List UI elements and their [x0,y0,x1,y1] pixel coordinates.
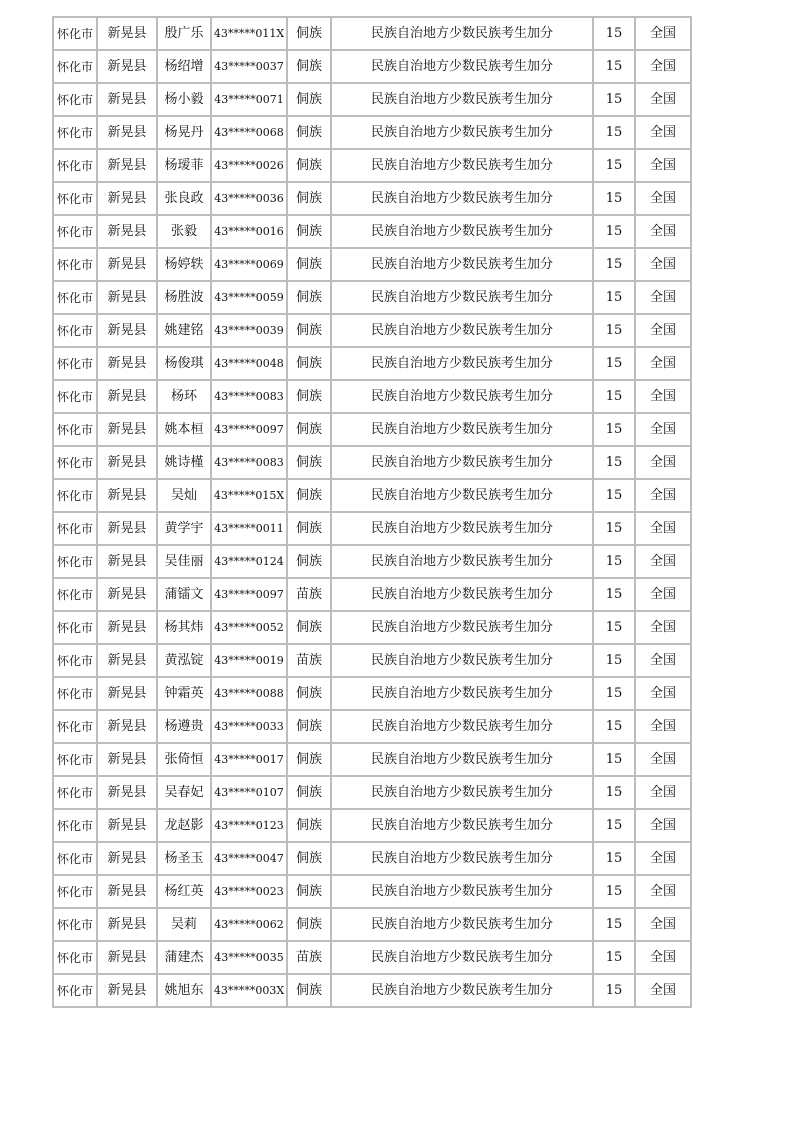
table-body [53,17,691,1007]
table-row [53,776,691,809]
city-cell: 怀化市 [53,182,97,215]
table-row [53,809,691,842]
city-cell: 怀化市 [53,578,97,611]
bonus-category-cell: 民族自治地方少数民族考生加分 [331,116,593,149]
ethnicity-cell: 侗族 [287,974,331,1007]
scope-cell: 全国 [635,809,691,842]
scope-cell: 全国 [635,413,691,446]
id-number-cell: 43*****0059 [211,281,287,314]
name-cell: 杨胜波 [157,281,211,314]
bonus-category-cell: 民族自治地方少数民族考生加分 [331,347,593,380]
name-cell: 姚诗槿 [157,446,211,479]
scope-cell: 全国 [635,182,691,215]
bonus-category-cell: 民族自治地方少数民族考生加分 [331,611,593,644]
ethnicity-cell: 侗族 [287,776,331,809]
ethnicity-cell: 侗族 [287,380,331,413]
bonus-category-cell: 民族自治地方少数民族考生加分 [331,743,593,776]
bonus-points-cell: 15 [593,347,635,380]
name-cell: 杨圣玉 [157,842,211,875]
city-cell: 怀化市 [53,644,97,677]
bonus-category-cell: 民族自治地方少数民族考生加分 [331,215,593,248]
table-row [53,380,691,413]
id-number-cell: 43*****0124 [211,545,287,578]
name-cell: 姚旭东 [157,974,211,1007]
table-row [53,479,691,512]
bonus-category-cell: 民族自治地方少数民族考生加分 [331,809,593,842]
bonus-points-cell: 15 [593,545,635,578]
bonus-points-cell: 15 [593,50,635,83]
name-cell: 杨绍增 [157,50,211,83]
table-row [53,446,691,479]
scope-cell: 全国 [635,908,691,941]
city-cell: 怀化市 [53,17,97,50]
table-row [53,248,691,281]
bonus-points-cell: 15 [593,182,635,215]
id-number-cell: 43*****0036 [211,182,287,215]
city-cell: 怀化市 [53,875,97,908]
bonus-points-cell: 15 [593,743,635,776]
bonus-category-cell: 民族自治地方少数民族考生加分 [331,380,593,413]
name-cell: 吴佳丽 [157,545,211,578]
table-row [53,149,691,182]
city-cell: 怀化市 [53,710,97,743]
bonus-category-cell: 民族自治地方少数民族考生加分 [331,83,593,116]
bonus-points-cell: 15 [593,908,635,941]
bonus-category-cell: 民族自治地方少数民族考生加分 [331,446,593,479]
table-row [53,347,691,380]
bonus-category-cell: 民族自治地方少数民族考生加分 [331,182,593,215]
county-cell: 新晃县 [97,842,157,875]
city-cell: 怀化市 [53,215,97,248]
county-cell: 新晃县 [97,446,157,479]
id-number-cell: 43*****015X [211,479,287,512]
name-cell: 杨环 [157,380,211,413]
bonus-points-cell: 15 [593,644,635,677]
scope-cell: 全国 [635,281,691,314]
bonus-category-cell: 民族自治地方少数民族考生加分 [331,50,593,83]
ethnicity-cell: 侗族 [287,83,331,116]
ethnicity-cell: 侗族 [287,809,331,842]
id-number-cell: 43*****0068 [211,116,287,149]
ethnicity-cell: 侗族 [287,215,331,248]
county-cell: 新晃县 [97,776,157,809]
county-cell: 新晃县 [97,281,157,314]
county-cell: 新晃县 [97,479,157,512]
ethnicity-cell: 侗族 [287,149,331,182]
name-cell: 殷广乐 [157,17,211,50]
city-cell: 怀化市 [53,941,97,974]
bonus-points-cell: 15 [593,248,635,281]
county-cell: 新晃县 [97,578,157,611]
bonus-category-cell: 民族自治地方少数民族考生加分 [331,149,593,182]
id-number-cell: 43*****0088 [211,677,287,710]
id-number-cell: 43*****0039 [211,314,287,347]
name-cell: 杨其炜 [157,611,211,644]
city-cell: 怀化市 [53,809,97,842]
name-cell: 姚建铭 [157,314,211,347]
bonus-points-cell: 15 [593,116,635,149]
scope-cell: 全国 [635,677,691,710]
ethnicity-cell: 侗族 [287,182,331,215]
ethnicity-cell: 侗族 [287,842,331,875]
name-cell: 黄泓锭 [157,644,211,677]
ethnicity-cell: 侗族 [287,479,331,512]
county-cell: 新晃县 [97,611,157,644]
id-number-cell: 43*****0097 [211,413,287,446]
id-number-cell: 43*****0011 [211,512,287,545]
city-cell: 怀化市 [53,83,97,116]
county-cell: 新晃县 [97,743,157,776]
id-number-cell: 43*****0033 [211,710,287,743]
scope-cell: 全国 [635,248,691,281]
ethnicity-cell: 侗族 [287,545,331,578]
scope-cell: 全国 [635,512,691,545]
scope-cell: 全国 [635,611,691,644]
id-number-cell: 43*****0048 [211,347,287,380]
ethnicity-cell: 侗族 [287,611,331,644]
city-cell: 怀化市 [53,149,97,182]
id-number-cell: 43*****0026 [211,149,287,182]
name-cell: 杨红英 [157,875,211,908]
table-row [53,215,691,248]
name-cell: 钟霜英 [157,677,211,710]
county-cell: 新晃县 [97,314,157,347]
bonus-category-cell: 民族自治地方少数民族考生加分 [331,578,593,611]
name-cell: 张良政 [157,182,211,215]
city-cell: 怀化市 [53,512,97,545]
table-row [53,743,691,776]
bonus-points-cell: 15 [593,776,635,809]
name-cell: 杨小毅 [157,83,211,116]
bonus-points-cell: 15 [593,281,635,314]
scope-cell: 全国 [635,710,691,743]
id-number-cell: 43*****0035 [211,941,287,974]
ethnicity-cell: 苗族 [287,941,331,974]
name-cell: 杨瑷菲 [157,149,211,182]
city-cell: 怀化市 [53,974,97,1007]
bonus-points-cell: 15 [593,842,635,875]
scope-cell: 全国 [635,149,691,182]
name-cell: 吴灿 [157,479,211,512]
id-number-cell: 43*****0037 [211,50,287,83]
bonus-points-cell: 15 [593,611,635,644]
ethnicity-cell: 侗族 [287,446,331,479]
bonus-points-cell: 15 [593,314,635,347]
bonus-points-cell: 15 [593,17,635,50]
table-row [53,974,691,1007]
ethnicity-cell: 侗族 [287,710,331,743]
city-cell: 怀化市 [53,446,97,479]
bonus-points-cell: 15 [593,446,635,479]
scope-cell: 全国 [635,875,691,908]
scope-cell: 全国 [635,578,691,611]
county-cell: 新晃县 [97,809,157,842]
county-cell: 新晃县 [97,149,157,182]
name-cell: 张倚恒 [157,743,211,776]
bonus-points-cell: 15 [593,413,635,446]
bonus-points-table [52,16,692,1008]
bonus-points-cell: 15 [593,875,635,908]
name-cell: 杨俊琪 [157,347,211,380]
name-cell: 黄学宇 [157,512,211,545]
city-cell: 怀化市 [53,248,97,281]
table-row [53,17,691,50]
scope-cell: 全国 [635,83,691,116]
county-cell: 新晃县 [97,347,157,380]
ethnicity-cell: 侗族 [287,677,331,710]
county-cell: 新晃县 [97,941,157,974]
city-cell: 怀化市 [53,611,97,644]
city-cell: 怀化市 [53,347,97,380]
table-row [53,578,691,611]
bonus-points-cell: 15 [593,941,635,974]
name-cell: 蒲建杰 [157,941,211,974]
table-row [53,611,691,644]
county-cell: 新晃县 [97,116,157,149]
county-cell: 新晃县 [97,83,157,116]
name-cell: 张毅 [157,215,211,248]
county-cell: 新晃县 [97,875,157,908]
id-number-cell: 43*****0097 [211,578,287,611]
city-cell: 怀化市 [53,677,97,710]
table-row [53,875,691,908]
table-row [53,710,691,743]
ethnicity-cell: 侗族 [287,413,331,446]
ethnicity-cell: 侗族 [287,347,331,380]
bonus-category-cell: 民族自治地方少数民族考生加分 [331,974,593,1007]
table-row [53,842,691,875]
bonus-category-cell: 民族自治地方少数民族考生加分 [331,281,593,314]
table-row [53,314,691,347]
table-row [53,644,691,677]
name-cell: 吴春妃 [157,776,211,809]
ethnicity-cell: 侗族 [287,908,331,941]
bonus-points-cell: 15 [593,479,635,512]
scope-cell: 全国 [635,215,691,248]
table-row [53,677,691,710]
table-row [53,116,691,149]
county-cell: 新晃县 [97,512,157,545]
county-cell: 新晃县 [97,677,157,710]
name-cell: 杨晃丹 [157,116,211,149]
scope-cell: 全国 [635,479,691,512]
city-cell: 怀化市 [53,545,97,578]
city-cell: 怀化市 [53,116,97,149]
scope-cell: 全国 [635,743,691,776]
city-cell: 怀化市 [53,479,97,512]
bonus-points-cell: 15 [593,149,635,182]
id-number-cell: 43*****0052 [211,611,287,644]
city-cell: 怀化市 [53,413,97,446]
bonus-points-cell: 15 [593,83,635,116]
scope-cell: 全国 [635,314,691,347]
ethnicity-cell: 侗族 [287,50,331,83]
ethnicity-cell: 侗族 [287,248,331,281]
id-number-cell: 43*****0071 [211,83,287,116]
scope-cell: 全国 [635,974,691,1007]
bonus-points-cell: 15 [593,677,635,710]
name-cell: 姚本桓 [157,413,211,446]
id-number-cell: 43*****0017 [211,743,287,776]
ethnicity-cell: 侗族 [287,314,331,347]
bonus-category-cell: 民族自治地方少数民族考生加分 [331,644,593,677]
scope-cell: 全国 [635,776,691,809]
table-row [53,182,691,215]
bonus-points-cell: 15 [593,380,635,413]
bonus-points-cell: 15 [593,809,635,842]
city-cell: 怀化市 [53,842,97,875]
scope-cell: 全国 [635,842,691,875]
bonus-category-cell: 民族自治地方少数民族考生加分 [331,710,593,743]
bonus-points-cell: 15 [593,215,635,248]
table-row [53,941,691,974]
id-number-cell: 43*****0047 [211,842,287,875]
table-row [53,908,691,941]
bonus-category-cell: 民族自治地方少数民族考生加分 [331,512,593,545]
table-row [53,413,691,446]
county-cell: 新晃县 [97,50,157,83]
scope-cell: 全国 [635,50,691,83]
county-cell: 新晃县 [97,182,157,215]
city-cell: 怀化市 [53,50,97,83]
table-row [53,512,691,545]
county-cell: 新晃县 [97,215,157,248]
scope-cell: 全国 [635,941,691,974]
bonus-points-cell: 15 [593,512,635,545]
county-cell: 新晃县 [97,248,157,281]
name-cell: 蒲镭文 [157,578,211,611]
id-number-cell: 43*****0083 [211,446,287,479]
bonus-category-cell: 民族自治地方少数民族考生加分 [331,545,593,578]
ethnicity-cell: 侗族 [287,17,331,50]
id-number-cell: 43*****0123 [211,809,287,842]
bonus-category-cell: 民族自治地方少数民族考生加分 [331,776,593,809]
bonus-category-cell: 民族自治地方少数民族考生加分 [331,479,593,512]
scope-cell: 全国 [635,380,691,413]
county-cell: 新晃县 [97,380,157,413]
id-number-cell: 43*****0083 [211,380,287,413]
id-number-cell: 43*****0019 [211,644,287,677]
ethnicity-cell: 侗族 [287,116,331,149]
ethnicity-cell: 侗族 [287,281,331,314]
city-cell: 怀化市 [53,908,97,941]
ethnicity-cell: 侗族 [287,875,331,908]
county-cell: 新晃县 [97,644,157,677]
county-cell: 新晃县 [97,974,157,1007]
county-cell: 新晃县 [97,545,157,578]
ethnicity-cell: 侗族 [287,743,331,776]
scope-cell: 全国 [635,347,691,380]
table-row [53,281,691,314]
bonus-category-cell: 民族自治地方少数民族考生加分 [331,413,593,446]
city-cell: 怀化市 [53,743,97,776]
name-cell: 杨婷轶 [157,248,211,281]
bonus-category-cell: 民族自治地方少数民族考生加分 [331,314,593,347]
id-number-cell: 43*****003X [211,974,287,1007]
bonus-category-cell: 民族自治地方少数民族考生加分 [331,677,593,710]
name-cell: 吴莉 [157,908,211,941]
city-cell: 怀化市 [53,380,97,413]
table-row [53,83,691,116]
scope-cell: 全国 [635,644,691,677]
name-cell: 杨遵贵 [157,710,211,743]
county-cell: 新晃县 [97,908,157,941]
bonus-points-cell: 15 [593,578,635,611]
bonus-category-cell: 民族自治地方少数民族考生加分 [331,908,593,941]
bonus-category-cell: 民族自治地方少数民族考生加分 [331,875,593,908]
bonus-points-cell: 15 [593,974,635,1007]
bonus-points-cell: 15 [593,710,635,743]
id-number-cell: 43*****0016 [211,215,287,248]
bonus-category-cell: 民族自治地方少数民族考生加分 [331,248,593,281]
id-number-cell: 43*****0023 [211,875,287,908]
scope-cell: 全国 [635,446,691,479]
county-cell: 新晃县 [97,413,157,446]
county-cell: 新晃县 [97,710,157,743]
city-cell: 怀化市 [53,281,97,314]
ethnicity-cell: 苗族 [287,644,331,677]
county-cell: 新晃县 [97,17,157,50]
ethnicity-cell: 苗族 [287,578,331,611]
bonus-category-cell: 民族自治地方少数民族考生加分 [331,941,593,974]
table-row [53,545,691,578]
id-number-cell: 43*****0107 [211,776,287,809]
city-cell: 怀化市 [53,314,97,347]
city-cell: 怀化市 [53,776,97,809]
scope-cell: 全国 [635,545,691,578]
bonus-category-cell: 民族自治地方少数民族考生加分 [331,842,593,875]
bonus-category-cell: 民族自治地方少数民族考生加分 [331,17,593,50]
scope-cell: 全国 [635,116,691,149]
ethnicity-cell: 侗族 [287,512,331,545]
id-number-cell: 43*****0069 [211,248,287,281]
scope-cell: 全国 [635,17,691,50]
id-number-cell: 43*****011X [211,17,287,50]
name-cell: 龙赵影 [157,809,211,842]
table-row [53,50,691,83]
id-number-cell: 43*****0062 [211,908,287,941]
